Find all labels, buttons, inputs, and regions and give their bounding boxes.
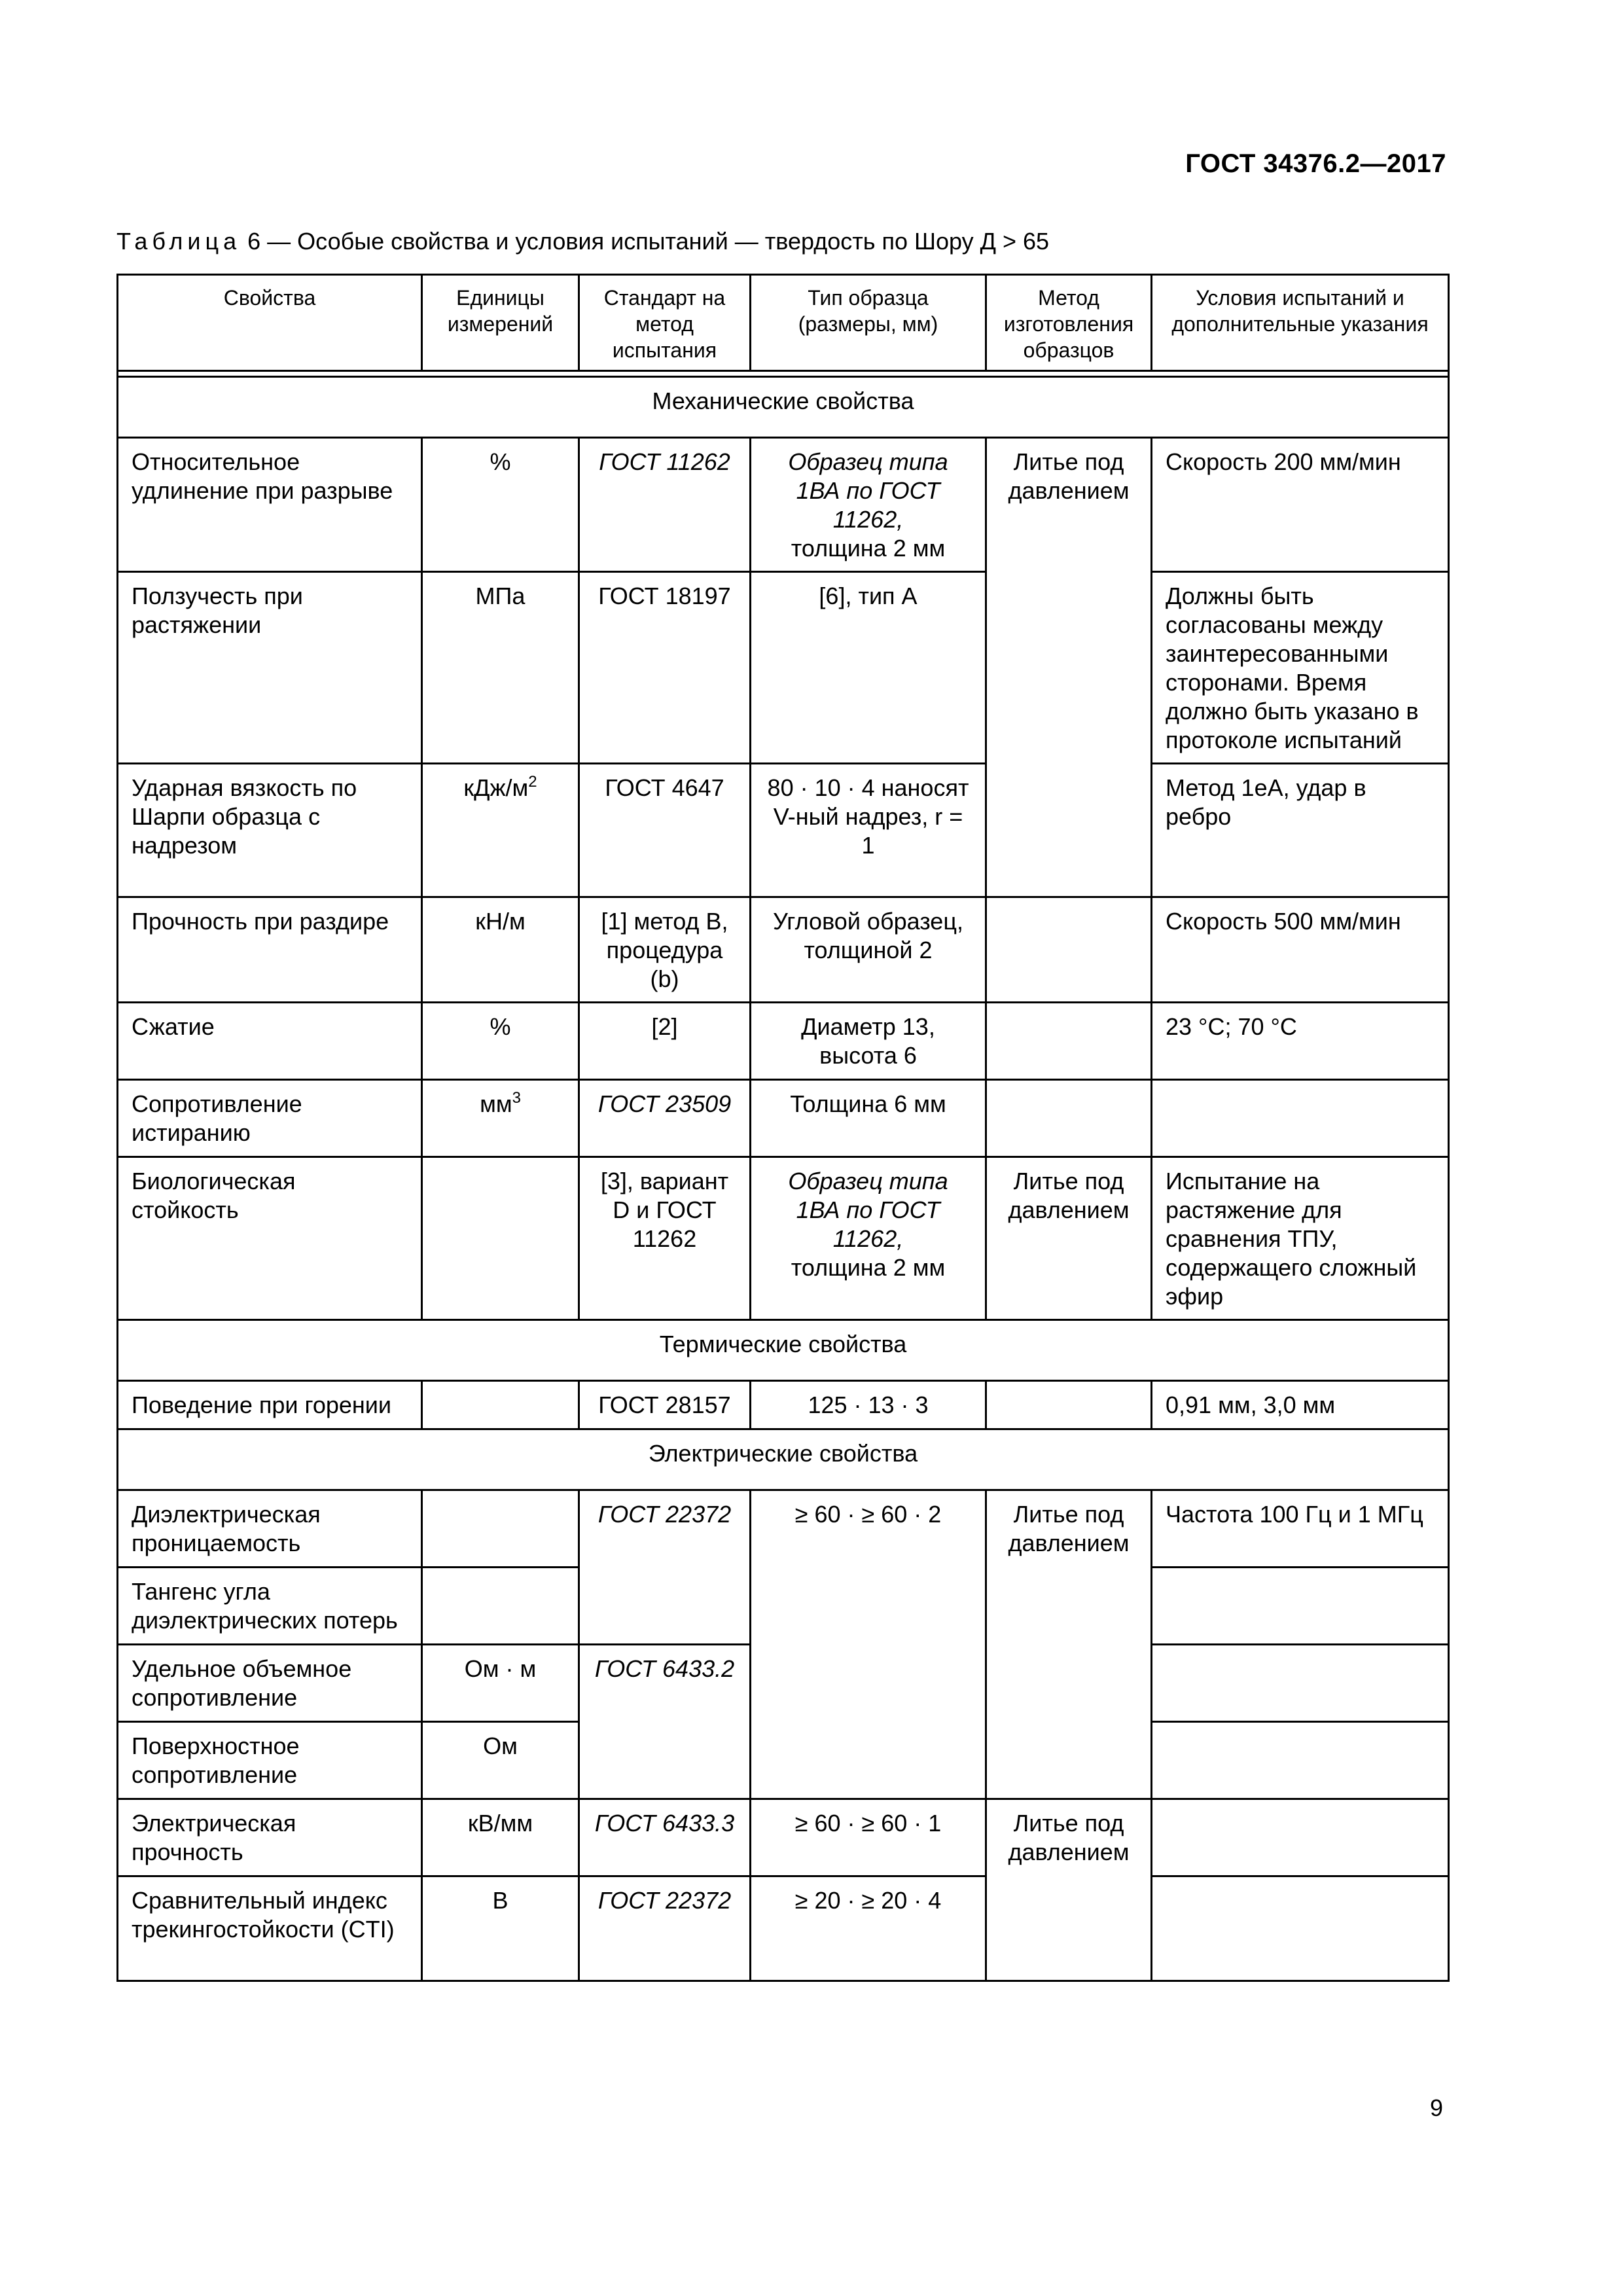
- property-cell: Сопротивление истиранию: [118, 1080, 422, 1157]
- table-caption-label: Таблица: [116, 228, 241, 255]
- specimen-cell: ≥ 60 · ≥ 60 · 1: [751, 1799, 986, 1876]
- table-row: [118, 572, 1449, 764]
- specimen-text: Образец типа 1ВА по ГОСТ 11262,: [788, 448, 948, 533]
- specimen-cell: 125 · 13 · 3: [751, 1381, 986, 1429]
- table-caption: [116, 228, 1049, 255]
- standard-cell: ГОСТ 6433.3: [579, 1799, 751, 1876]
- conditions-cell: Испытание на растяжение для сравнения ТПУ, содержащего сложный эфир: [1152, 1157, 1449, 1320]
- method-cell: [986, 1080, 1152, 1157]
- table-row: [118, 1876, 1449, 1981]
- table-header-row: [118, 275, 1449, 371]
- table-row: [118, 1381, 1449, 1429]
- method-cell: [986, 897, 1152, 1003]
- section-title: Термические свойства: [118, 1320, 1449, 1381]
- standard-cell: ГОСТ 28157: [579, 1381, 751, 1429]
- unit-text: мм: [480, 1090, 512, 1117]
- conditions-cell: [1152, 1645, 1449, 1722]
- method-cell: Литье под давлением: [986, 1799, 1152, 1981]
- section-row-electrical: [118, 1429, 1449, 1490]
- standard-cell: [1] метод В, процедура (b): [579, 897, 751, 1003]
- conditions-cell: 0,91 мм, 3,0 мм: [1152, 1381, 1449, 1429]
- table-row: [118, 1080, 1449, 1157]
- unit-cell: [422, 1568, 579, 1645]
- property-cell: Биологическая стойкость: [118, 1157, 422, 1320]
- specimen-text: Образец типа 1ВА по ГОСТ 11262,: [788, 1168, 948, 1252]
- table-row: [118, 897, 1449, 1003]
- property-cell: Поверхностное сопротивление: [118, 1722, 422, 1799]
- conditions-cell: [1152, 1080, 1449, 1157]
- unit-cell: [422, 1490, 579, 1568]
- specimen-cell: ≥ 20 · ≥ 20 · 4: [751, 1876, 986, 1981]
- unit-superscript: 2: [528, 773, 537, 791]
- standard-cell: ГОСТ 4647: [579, 764, 751, 897]
- specimen-cell: [6], тип А: [751, 572, 986, 764]
- standard-cell: [3], вариант D и ГОСТ 11262: [579, 1157, 751, 1320]
- unit-cell: Ом: [422, 1722, 579, 1799]
- specimen-cell: Угловой образец, толщиной 2: [751, 897, 986, 1003]
- col-header-units: Единицы измерений: [422, 275, 579, 371]
- conditions-cell: [1152, 1722, 1449, 1799]
- property-cell: Относительное удлинение при разрыве: [118, 438, 422, 572]
- unit-cell: [422, 1080, 579, 1157]
- unit-cell: Ом · м: [422, 1645, 579, 1722]
- table-row: [118, 1490, 1449, 1568]
- specimen-cell: [751, 1157, 986, 1320]
- section-title: Механические свойства: [118, 377, 1449, 438]
- standard-cell: ГОСТ 23509: [579, 1080, 751, 1157]
- unit-cell: МПа: [422, 572, 579, 764]
- unit-cell: кН/м: [422, 897, 579, 1003]
- method-cell: [986, 1381, 1152, 1429]
- col-header-property: Свойства: [118, 275, 422, 371]
- header-divider-cell: [118, 371, 1449, 377]
- unit-superscript: 3: [512, 1089, 521, 1107]
- unit-cell: %: [422, 438, 579, 572]
- method-cell: Литье под давлением: [986, 1157, 1152, 1320]
- conditions-cell: 23 °C; 70 °C: [1152, 1003, 1449, 1080]
- conditions-cell: Скорость 200 мм/мин: [1152, 438, 1449, 572]
- specimen-extra-text: толщина 2 мм: [791, 1254, 946, 1281]
- method-cell: Литье под давлением: [986, 438, 1152, 897]
- specimen-cell: Диаметр 13, высота 6: [751, 1003, 986, 1080]
- unit-cell: [422, 1381, 579, 1429]
- unit-cell: [422, 764, 579, 897]
- specimen-extra-text: толщина 2 мм: [791, 535, 946, 562]
- property-cell: Поведение при горении: [118, 1381, 422, 1429]
- col-header-standard: Стандарт на метод испытания: [579, 275, 751, 371]
- standard-cell: ГОСТ 6433.2: [579, 1645, 751, 1799]
- property-cell: Удельное объемное сопротивление: [118, 1645, 422, 1722]
- specimen-cell: Толщина 6 мм: [751, 1080, 986, 1157]
- property-cell: Электрическая прочность: [118, 1799, 422, 1876]
- table-caption-text: 6 — Особые свойства и условия испытаний — твердость по Шору Д > 65: [241, 228, 1050, 255]
- properties-table: [116, 274, 1450, 1982]
- specimen-cell: [751, 438, 986, 572]
- conditions-cell: Должны быть согласованы между заинтересованными сторонами. Время должно быть указано в протоколе испытаний: [1152, 572, 1449, 764]
- conditions-cell: [1152, 1876, 1449, 1981]
- table-row: [118, 438, 1449, 572]
- header-divider: [118, 371, 1449, 377]
- standard-cell: ГОСТ 11262: [579, 438, 751, 572]
- col-header-method: Метод изготовления образцов: [986, 275, 1152, 371]
- unit-cell: [422, 1157, 579, 1320]
- property-cell: Тангенс угла диэлектрических потерь: [118, 1568, 422, 1645]
- specimen-cell: ≥ 60 · ≥ 60 · 2: [751, 1490, 986, 1799]
- property-cell: Ударная вязкость по Шарпи образца с надрезом: [118, 764, 422, 897]
- unit-text: кДж/м: [463, 774, 529, 801]
- conditions-cell: [1152, 1799, 1449, 1876]
- conditions-cell: Метод 1еА, удар в ребро: [1152, 764, 1449, 897]
- section-title: Электрические свойства: [118, 1429, 1449, 1490]
- page-number: 9: [1429, 2094, 1443, 2121]
- table-row: [118, 764, 1449, 897]
- method-cell: [986, 1003, 1152, 1080]
- section-row-mechanical: [118, 377, 1449, 438]
- document-code: ГОСТ 34376.2—2017: [1185, 149, 1446, 178]
- col-header-specimen: Тип образца (размеры, мм): [751, 275, 986, 371]
- specimen-cell: 80 · 10 · 4 наносят V-ный надрез, r = 1: [751, 764, 986, 897]
- standard-cell: ГОСТ 22372: [579, 1876, 751, 1981]
- property-cell: Ползучесть при растяжении: [118, 572, 422, 764]
- col-header-conditions: Условия испытаний и дополнительные указания: [1152, 275, 1449, 371]
- standard-cell: ГОСТ 22372: [579, 1490, 751, 1645]
- property-cell: Прочность при раздире: [118, 897, 422, 1003]
- property-cell: Сравнительный индекс трекингостойкости (CTI): [118, 1876, 422, 1981]
- property-cell: Диэлектрическая проницаемость: [118, 1490, 422, 1568]
- conditions-cell: [1152, 1568, 1449, 1645]
- table-row: [118, 1799, 1449, 1876]
- property-cell: Сжатие: [118, 1003, 422, 1080]
- conditions-cell: Частота 100 Гц и 1 МГц: [1152, 1490, 1449, 1568]
- conditions-cell: Скорость 500 мм/мин: [1152, 897, 1449, 1003]
- method-cell: Литье под давлением: [986, 1490, 1152, 1799]
- standard-cell: [2]: [579, 1003, 751, 1080]
- section-row-thermal: [118, 1320, 1449, 1381]
- table-row: [118, 1157, 1449, 1320]
- unit-cell: В: [422, 1876, 579, 1981]
- unit-cell: кВ/мм: [422, 1799, 579, 1876]
- table-row: [118, 1003, 1449, 1080]
- standard-cell: ГОСТ 18197: [579, 572, 751, 764]
- unit-cell: %: [422, 1003, 579, 1080]
